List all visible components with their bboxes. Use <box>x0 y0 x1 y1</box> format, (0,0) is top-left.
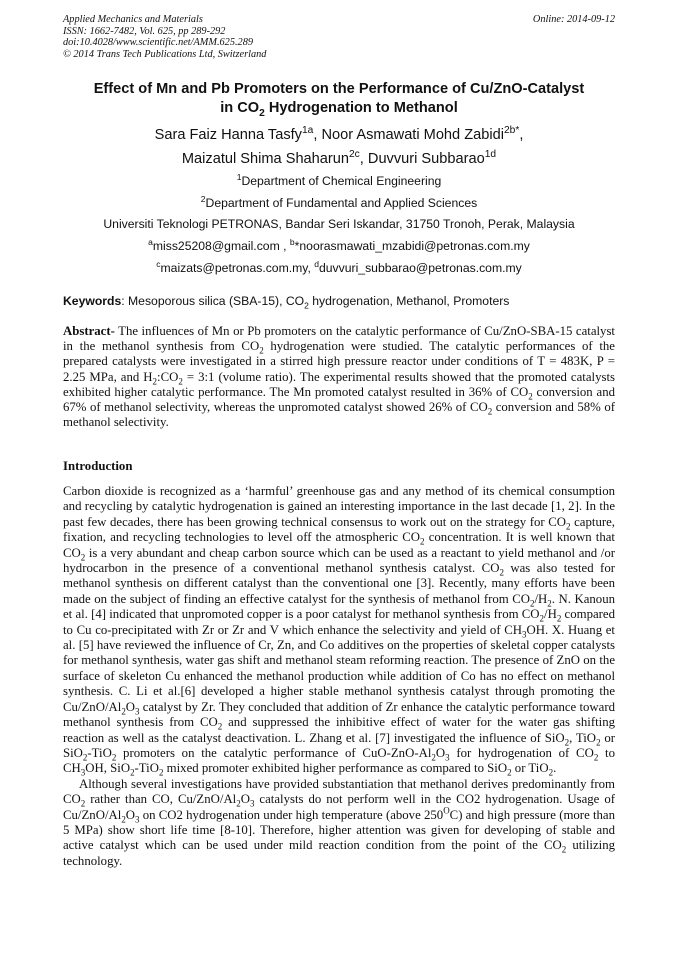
abstract-label: Abstract- <box>63 324 115 338</box>
keywords: Keywords: Mesoporous silica (SBA-15), $CO_2$ hydrogenation, Methanol, Promoters <box>63 294 510 311</box>
copyright-line: © 2014 Trans Tech Publications Ltd, Switzerland <box>63 48 267 60</box>
title-line-2: in $CO_2$ Hydrogenation to Methanol <box>220 100 458 119</box>
affiliation-dept-1: $^1$Department of Chemical Engineering <box>236 171 442 188</box>
journal-name: Applied Mechanics and Materials <box>63 14 203 25</box>
doi-line: doi:10.4028/www.scientific.net/AMM.625.289 <box>63 37 253 49</box>
author-line-2: Maizatul Shima Shaharun$^{2c}$, Duvvuri Subbarao$^{1d}$ <box>181 149 497 167</box>
email-line-2: $^c$maizats@petronas.com.my, $^d$duvvuri_subbarao@petronas.com.my <box>156 258 522 275</box>
author-list <box>40 123 638 171</box>
email-d[interactable]: duvvuri_subbarao@petronas.com.my <box>319 261 522 275</box>
author-line-1: Sara Faiz Hanna Tasfy$^{1a}$, Noor Asmawati Mohd Zabidi$^{2b*}$, <box>154 125 524 143</box>
introduction-paragraph-1: Carbon dioxide is recognized as a ‘harmful’ greenhouse gas and any method of its chemical consumption and recycling by catalytic hydrogenation is gained an interesting importance in the last decade [1, 2]. In the past few decades, there has been growing technical consensus to work out on the strategy for $CO_2$ capture, fixation, and recycling technologies to level off the atmospheric $CO_2$ concentration. It is well known that $CO_2$ is a very abundant and cheap carbon source which can be used as a reactant to yield methanol and /or hydrocarbon in the presence of a conventional methanol synthesis catalyst. $CO_2$ was also tested for methanol synthesis on different catalyst than the conventional one [3]. Recently, many efforts have been made on the subject of finding an effective catalyst for the synthesis of methanol from $CO_2/H_2$. N. Kanoun et al. [4] indicated that unpromoted copper is a poor catalyst for methanol synthesis from $CO_2/H_2$ compared to Cu co-precipitated with Zr or Zr and V which enhance the selectivity and yield of $CH_3OH$. X. Huang et al. [5] have reviewed the influence of Cr, Zn, and Co additives on the properties of skeletal copper catalysts for methanol synthesis, water gas shift and methanol steam reforming reaction. The presence of ZnO on the surface of skeleton Cu enhanced the methanol production while addition of Co has no effect on methanol synthesis. C. Li et al.[6] developed a higher stable methanol synthesis catalyst through promoting the $Cu/ZnO/Al_2O_3$ catalyst by Zr. They concluded that addition of Zr enhance the catalytic performance toward methanol synthesis from $CO_2$ and suppressed the inhibitive effect of water for the water gas shifting reaction as well as the catalyst deactivation. L. Zhang et al. [7] investigated the influence of SiO$_2$, TiO$_2$ or SiO$_2$-TiO$_2$ promoters on the catalytic performance of CuO-$ZnO-Al_2O_3$ for hydrogenation of $CO_2$ to $CH_3OH$, SiO$_2$-TiO$_2$ mixed promoter exhibited higher performance as compared to SiO$_2$ or TiO$_2$. <box>63 484 616 778</box>
email-c[interactable]: maizats@petronas.com.my, <box>160 261 311 275</box>
section-heading-introduction: Introduction <box>63 459 133 473</box>
affiliation-university: Universiti Teknologi PETRONAS, Bandar Seri Iskandar, 31750 Tronoh, Perak, Malaysia <box>103 217 575 231</box>
issn-line: ISSN: 1662-7482, Vol. 625, pp 289-292 <box>63 25 226 37</box>
title-line-1: Effect of Mn and Pb Promoters on the Performance of Cu/ZnO-Catalyst <box>93 81 585 97</box>
email-b[interactable]: *noorasmawati_mzabidi@petronas.com.my <box>294 239 530 253</box>
affiliation-dept-2: $^2$Department of Fundamental and Applied Sciences <box>200 193 478 210</box>
online-date: Online: 2014-09-12 <box>532 14 615 25</box>
abstract: Abstract- The influences of Mn or Pb promoters on the catalytic performance of Cu/ZnO-SBA-15 catalyst in the methanol synthesis from $CO_2$ hydrogenation were studied. The catalytic performances of the prepared catalysts were investigated in a stirred high pressure reactor under conditions of T = 483K, P = 2.25 MPa, and $H_2:CO_2$ = 3:1 (volume ratio). The experimental results showed that the promoted catalysts exhibited higher catalytic performance. The Mn promoted catalyst resulted in 36% of $CO_2$ conversion and 67% of methanol selectivity, whereas the unpromoted catalyst showed 26% of $CO_2$ conversion and 58% of methanol selectivity. <box>63 324 615 430</box>
introduction-body <box>63 484 615 869</box>
email-a[interactable]: miss25208@gmail.com , <box>152 239 287 253</box>
email-line-1: $^a$miss25208@gmail.com , $^b$*noorasmawati_mzabidi@petronas.com.my <box>148 236 530 253</box>
paper-title <box>40 80 638 118</box>
keywords-label: Keywords <box>63 294 122 308</box>
introduction-paragraph-2: Although several investigations have provided substantiation that methanol derives predominantly from $CO_2$ rather than CO, $Cu/ZnO/Al_2O_3$ catalysts do not perform well in the CO2 hydrogenation. Usage of $Cu/ZnO/Al_2O_3$ on CO2 hydrogenation under high temperature (above $250^OC$) and high pressure (more than 5 MPa) show short life time [8-10]. Therefore, higher attention was given for developing of stable and active catalyst which can be used under mild reaction condition from the point of the $CO_2$ utilizing technology. <box>63 776 615 868</box>
journal-header <box>63 14 266 60</box>
